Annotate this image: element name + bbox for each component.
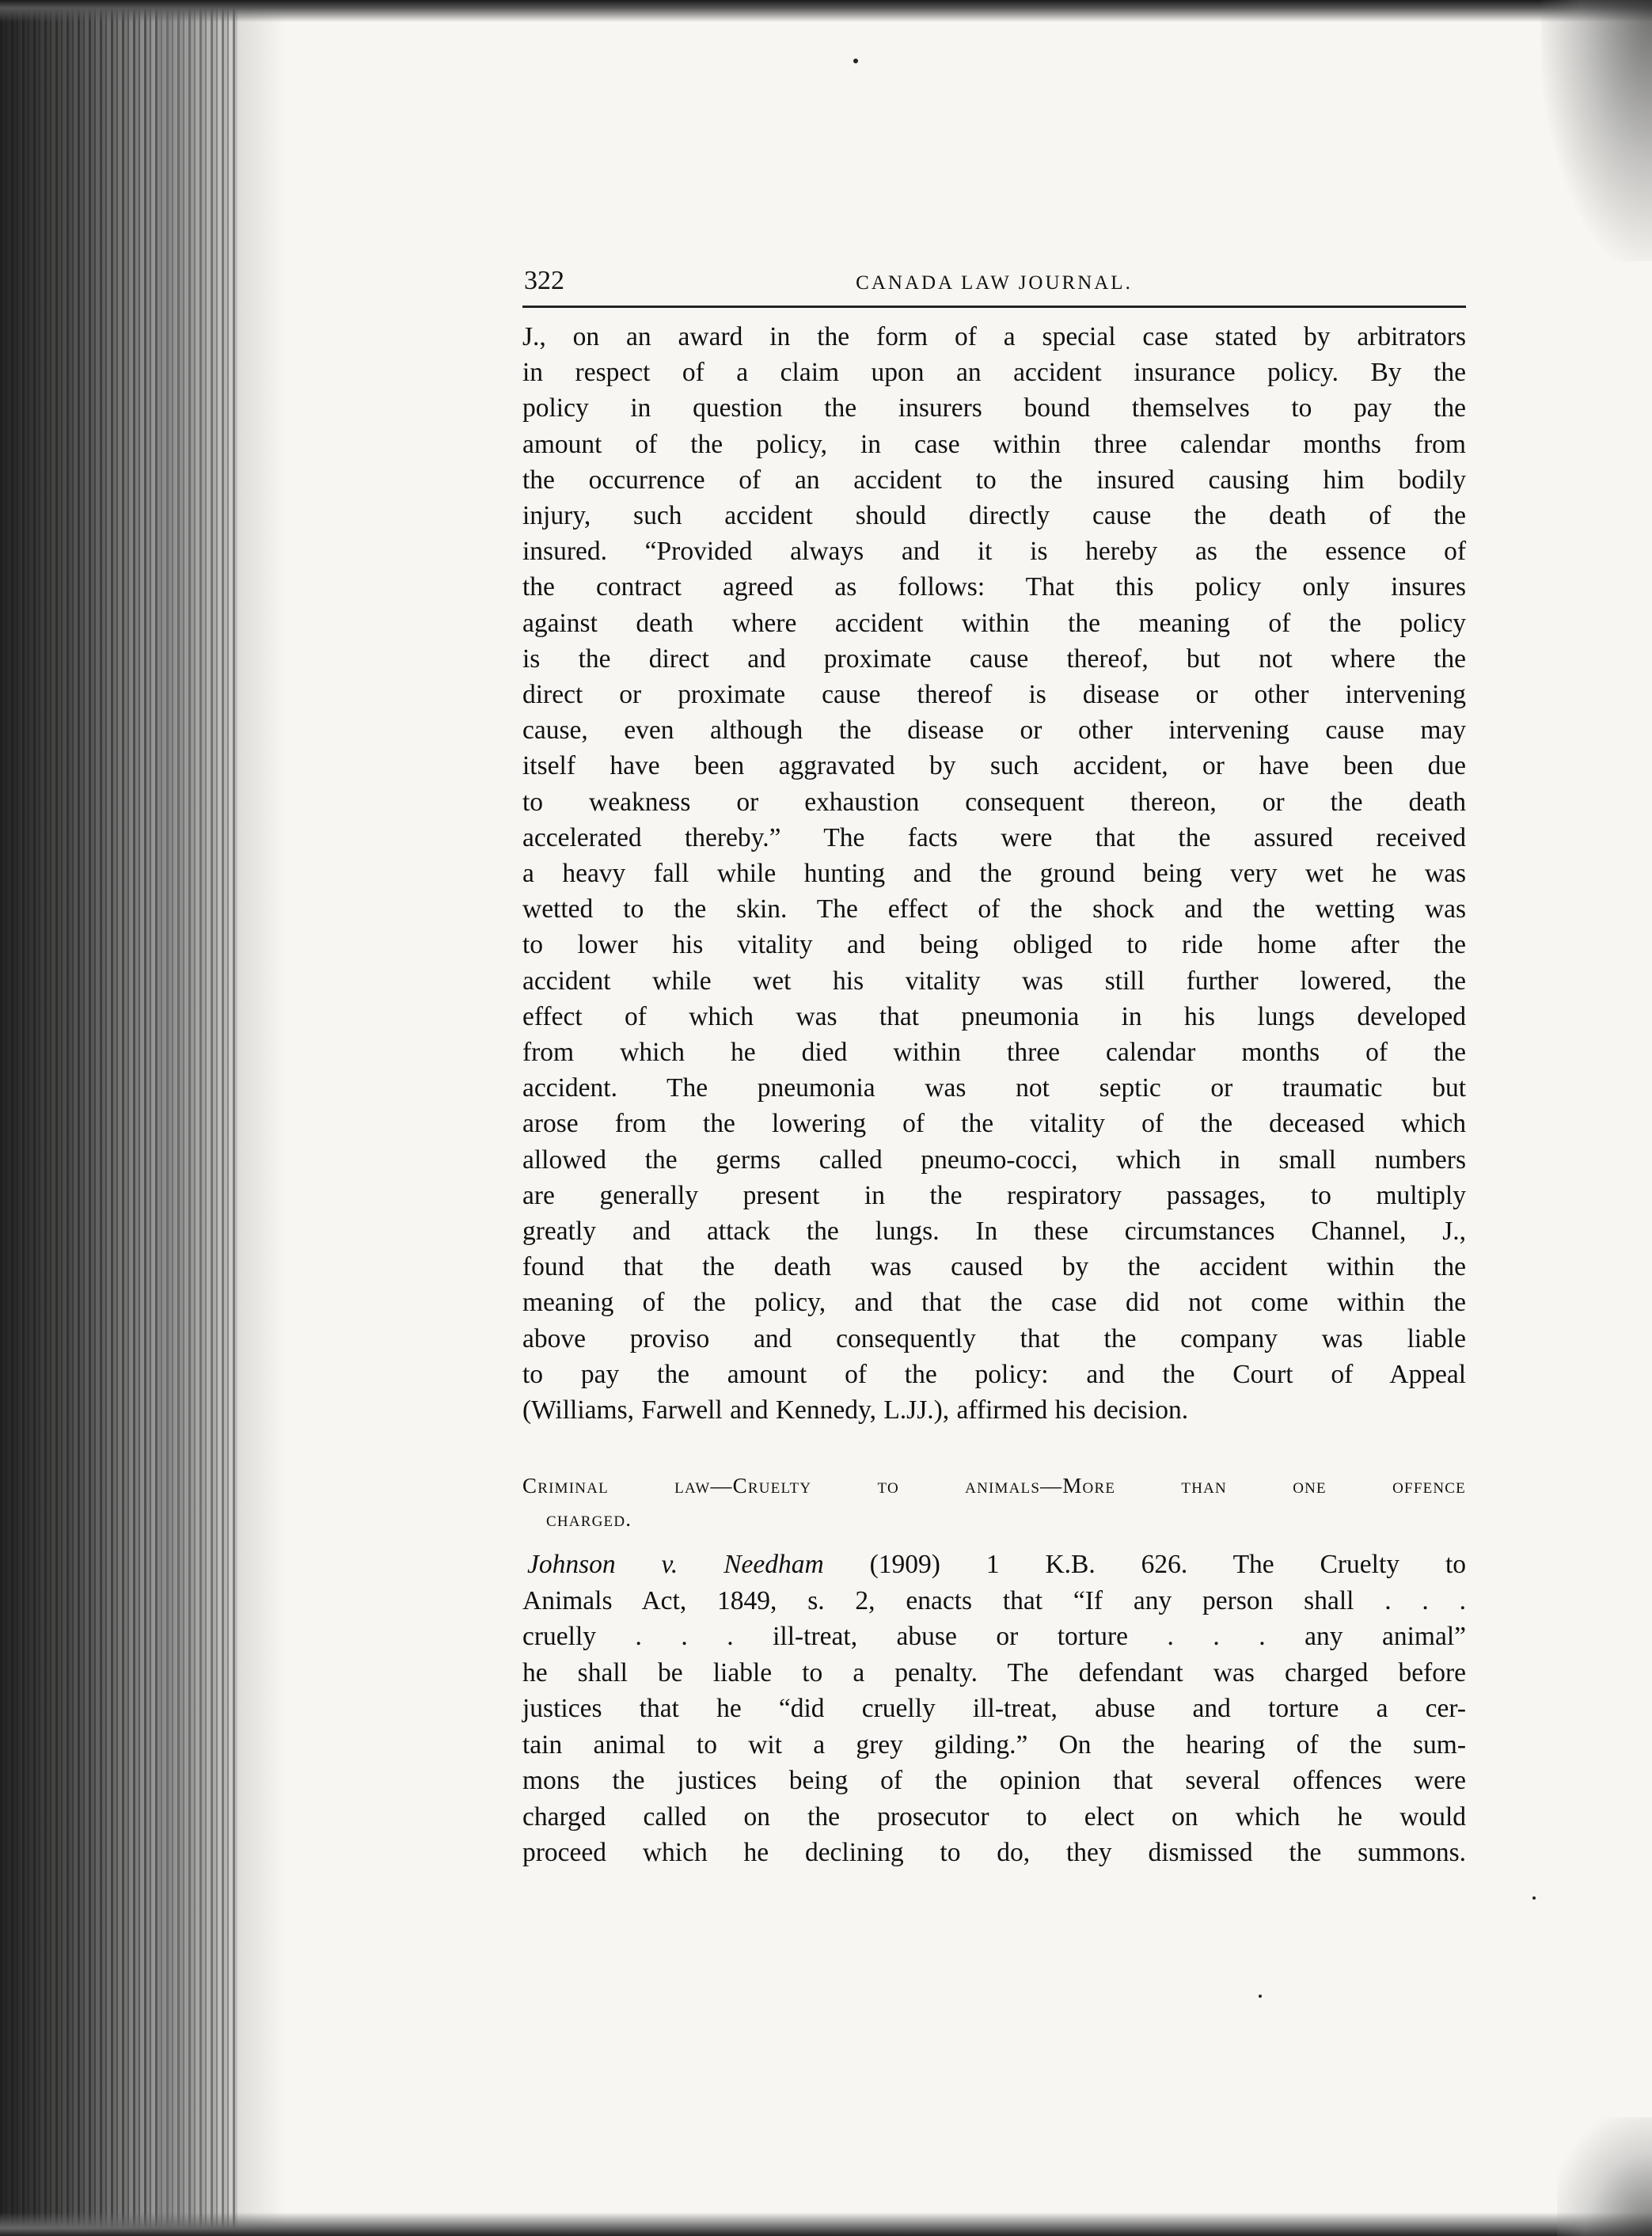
text-line: amount of the policy, in case within three calendar months from (522, 429, 1466, 459)
text-line: wetted to the skin. The effect of the shock and the wetting was (522, 894, 1466, 924)
binding-fade (158, 0, 285, 2236)
text-line: from which he died within three calendar months of the (522, 1038, 1466, 1068)
page-header (522, 261, 1466, 308)
text-line: above proviso and consequently that the company was liable (522, 1323, 1466, 1353)
text-line: he shall be liable to a penalty. The defendant was charged before (522, 1657, 1466, 1687)
case-name: Johnson v. Needham (527, 1550, 824, 1580)
text-line: Animals Act, 1849, s. 2, enacts that “If any person shall . . . (522, 1585, 1466, 1615)
section-heading-line: Criminal law—Cruelty to animals—More than one offence (522, 1474, 1466, 1498)
scan-speck (1259, 1995, 1262, 1998)
top-edge-shadow (0, 0, 1652, 22)
text-line: cruelly . . . ill-treat, abuse or torture . . . any animal” (522, 1622, 1466, 1652)
paragraph-insurance-case (522, 319, 1466, 1428)
text-line (522, 1547, 1466, 1583)
text-line: itself have been aggravated by such accident, or have been due (522, 751, 1466, 781)
text-line: policy in question the insurers bound themselves to pay the (522, 393, 1466, 423)
text-line: the contract agreed as follows: That this policy only insures (522, 572, 1466, 602)
citation: (1909) 1 K.B. 626. The Cruelty to (869, 1550, 1466, 1580)
text-line: to lower his vitality and being obliged to ride home after the (522, 930, 1466, 960)
text-line: are generally present in the respiratory passages, to multiply (522, 1180, 1466, 1210)
text-line: charged called on the prosecutor to elect on which he would (522, 1801, 1466, 1832)
text-line: cause, even although the disease or other intervening cause may (522, 716, 1466, 746)
text-line: arose from the lowering of the vitality of the deceased which (522, 1109, 1466, 1139)
corner-shadow-bottom-right (1557, 2117, 1652, 2236)
bottom-edge-shadow (0, 2212, 1652, 2236)
text-line: allowed the germs called pneumo-cocci, which in small numbers (522, 1145, 1466, 1175)
text-line: accident while wet his vitality was still further lowered, the (522, 966, 1466, 996)
text-line: injury, such accident should directly cause the death of the (522, 501, 1466, 531)
corner-shadow-top-right (1541, 0, 1652, 261)
text-line: the occurrence of an accident to the insured causing him bodily (522, 465, 1466, 495)
text-line: meaning of the policy, and that the case did not come within the (522, 1288, 1466, 1318)
paragraph-cruelty-case (522, 1547, 1466, 1871)
scan-speck (1532, 1896, 1536, 1900)
text-line: mons the justices being of the opinion that several offences were (522, 1766, 1466, 1796)
page-text-block (522, 261, 1466, 1871)
text-line: J., on an award in the form of a special case stated by arbitrators (522, 322, 1466, 351)
text-line: to weakness or exhaustion consequent thereon, or the death (522, 787, 1466, 817)
page-number: 322 (524, 266, 564, 295)
text-line: a heavy fall while hunting and the ground being very wet he was (522, 859, 1466, 889)
text-line: to pay the amount of the policy: and the Court of Appeal (522, 1359, 1466, 1389)
text-line: direct or proximate cause thereof is disease or other intervening (522, 680, 1466, 710)
text-line: found that the death was caused by the accident within the (522, 1252, 1466, 1282)
text-line: greatly and attack the lungs. In these circumstances Channel, J., (522, 1217, 1466, 1247)
text-line: in respect of a claim upon an accident insurance policy. By the (522, 358, 1466, 388)
section-heading (522, 1469, 1466, 1536)
text-line: accelerated thereby.” The facts were that the assured received (522, 822, 1466, 852)
text-line: (Williams, Farwell and Kennedy, L.JJ.), affirmed his decision. (522, 1395, 1189, 1425)
scan-speck (853, 59, 858, 63)
text-line: effect of which was that pneumonia in his lungs developed (522, 1001, 1466, 1031)
text-line: proceed which he declining to do, they dismissed the summons. (522, 1838, 1466, 1868)
text-line: is the direct and proximate cause thereof, but not where the (522, 643, 1466, 674)
text-line: justices that he “did cruelly ill-treat, abuse and torture a cer- (522, 1694, 1466, 1724)
section-heading-line: charged. (546, 1507, 632, 1532)
text-line: tain animal to wit a grey gilding.” On the hearing of the sum- (522, 1729, 1466, 1760)
text-line: insured. “Provided always and it is hereby as the essence of (522, 537, 1466, 567)
text-line: against death where accident within the meaning of the policy (522, 608, 1466, 638)
text-line: accident. The pneumonia was not septic or traumatic but (522, 1073, 1466, 1103)
running-head: CANADA LAW JOURNAL. (856, 272, 1133, 294)
